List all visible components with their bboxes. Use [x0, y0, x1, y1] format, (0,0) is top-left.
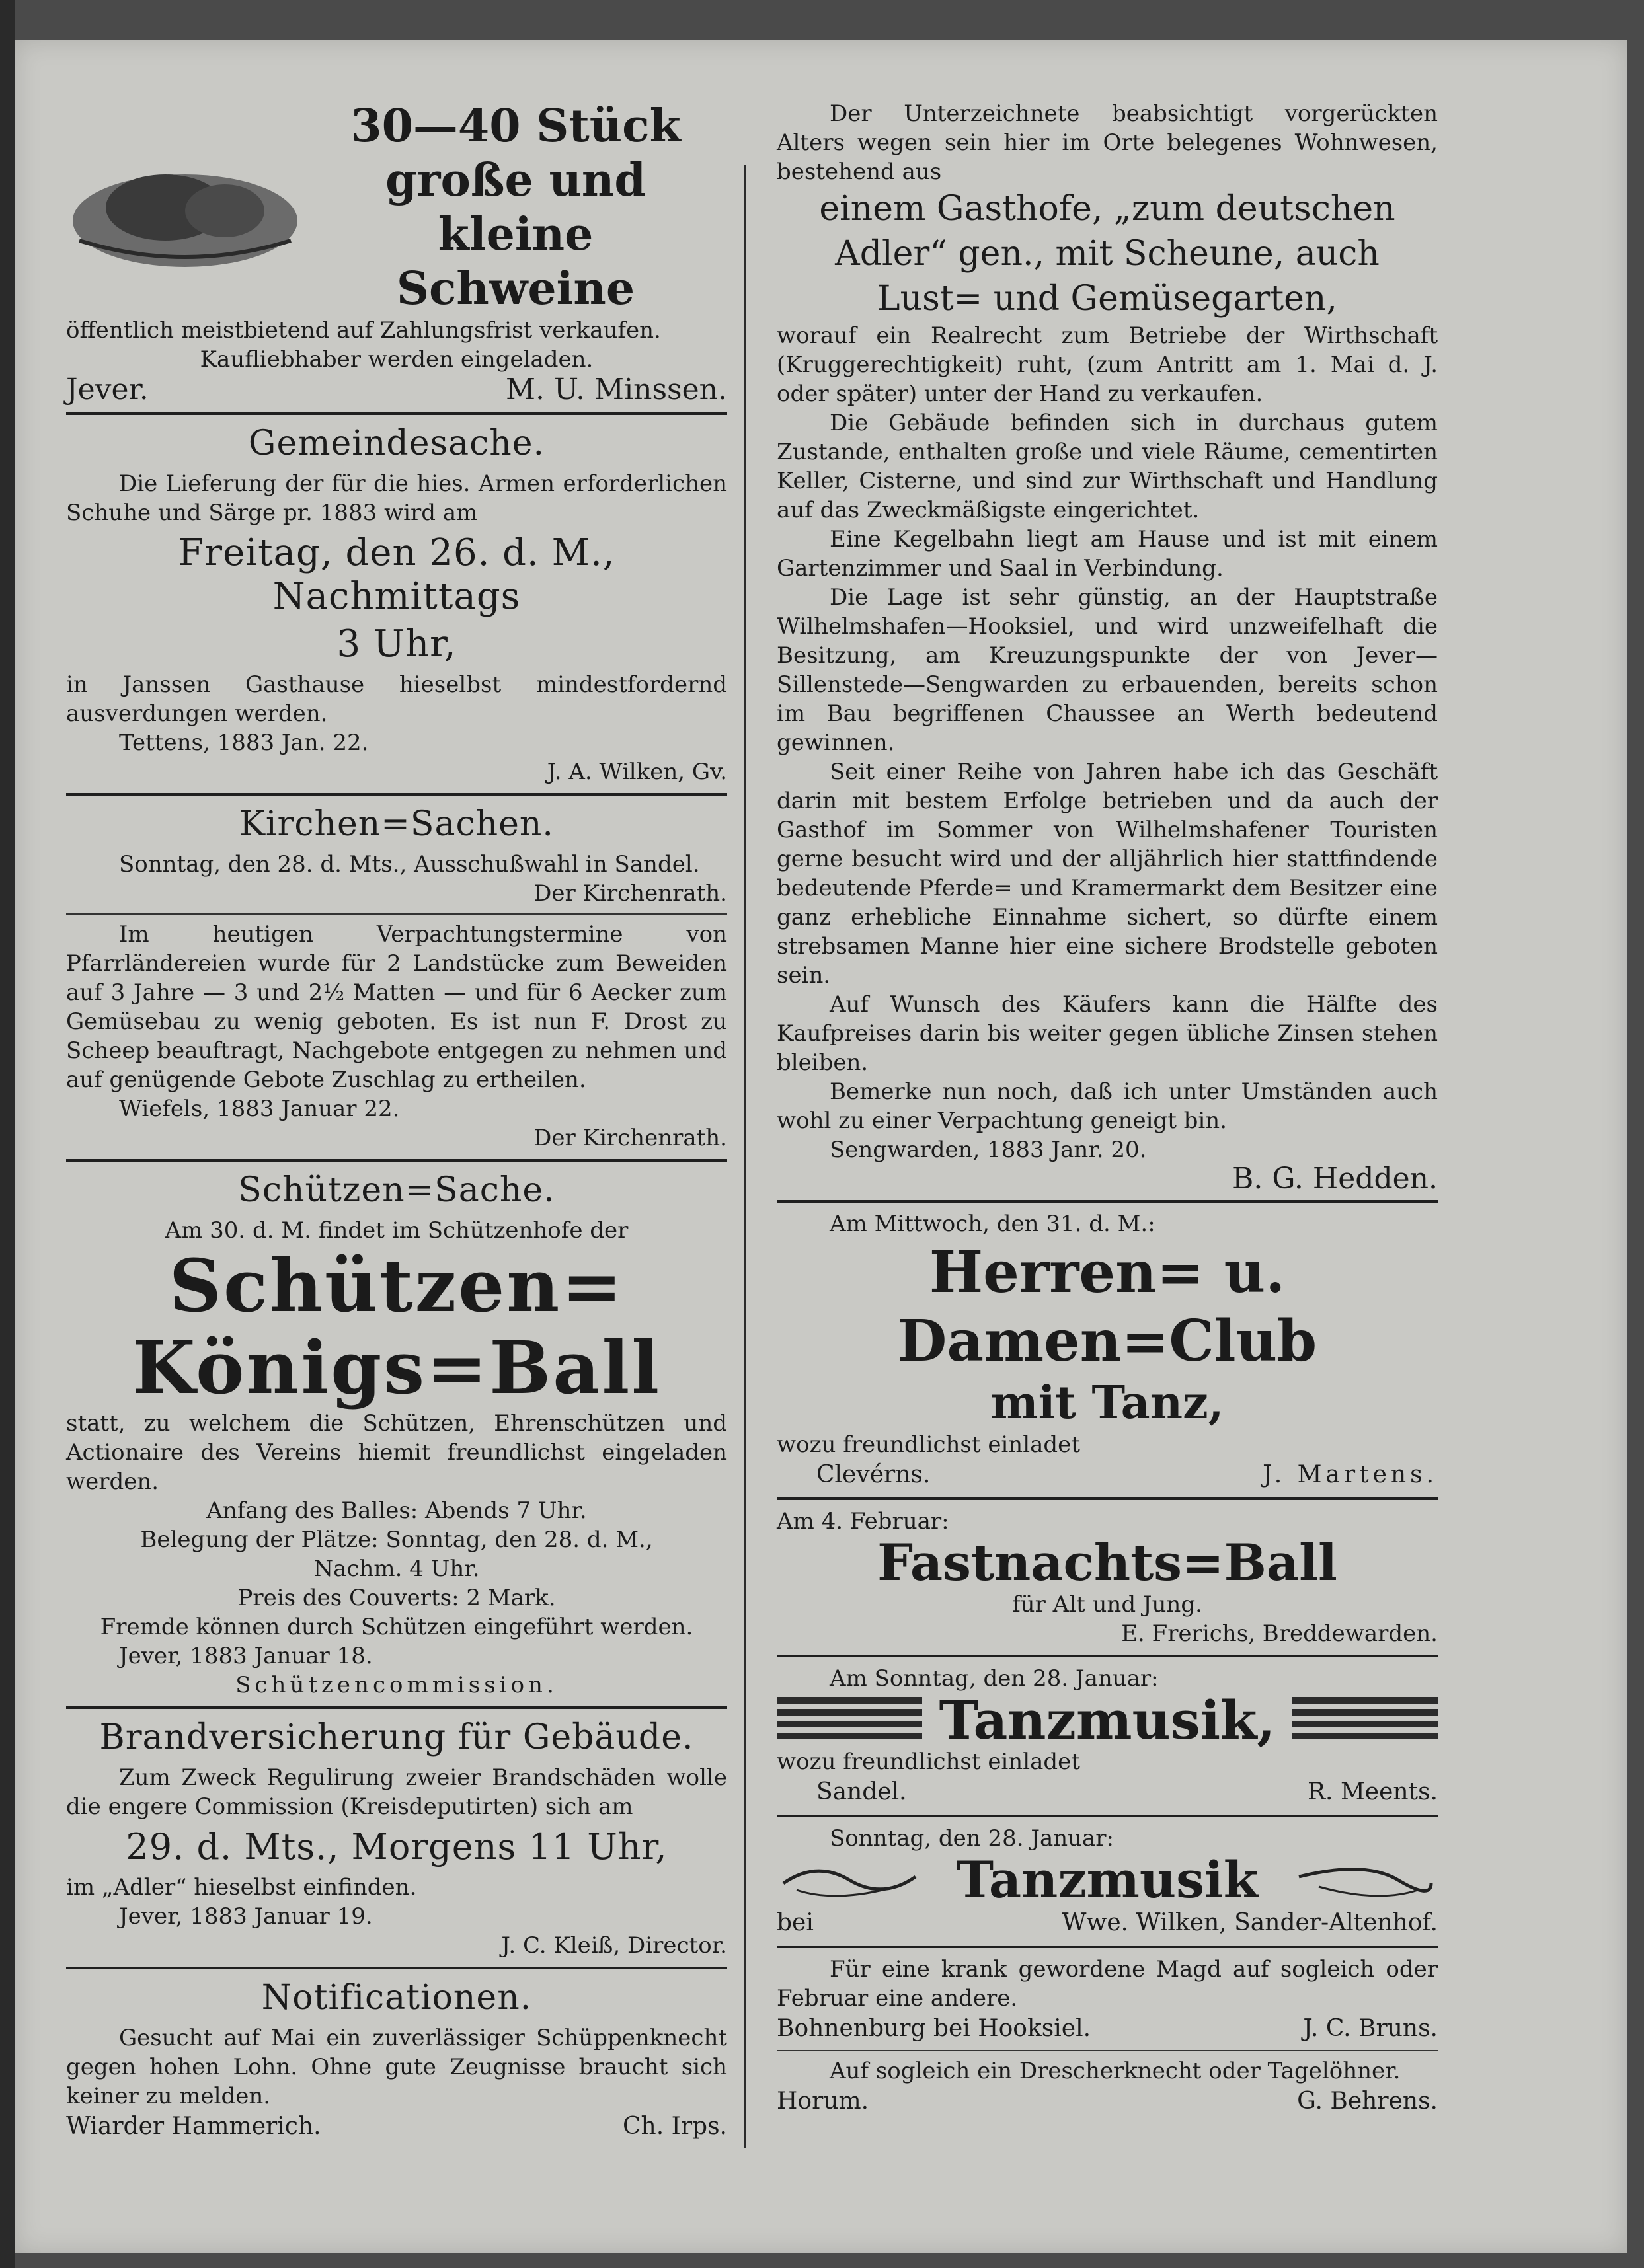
schuetzen-sign: Schützencommission.	[235, 1672, 558, 1698]
schuetzen-place: Jever, 1883 Januar 18.	[119, 1643, 373, 1669]
kirche-sign: Der Kirchenrath.	[533, 880, 727, 907]
rule	[777, 1200, 1438, 1203]
ad-tanz1	[777, 1664, 1438, 1808]
right-column	[777, 99, 1438, 2117]
schuetzen-l4: Preis des Couverts: 2 Mark.	[237, 1585, 556, 1611]
gasthof-place: Sengwarden, 1883 Janr. 20.	[830, 1137, 1147, 1163]
club-place: Clevérns.	[816, 1461, 931, 1488]
ad-pacht	[66, 920, 727, 1153]
knecht-sign: G. Behrens.	[1297, 2088, 1438, 2115]
brand-body2: im „Adler“ hieselbst einfinden.	[66, 1874, 417, 1901]
notif-title: Notificationen.	[261, 1978, 532, 2018]
pigs-place: Jever.	[66, 373, 149, 406]
gasthof-p4: Die Lage ist sehr günstig, an der Hauptstraße Wilhelmshafen—Hooksiel, und wird unzweifelhaft die Besitzung, am Kreuzungspunkte der von Jever—Sillenstede—Sengwarden zu erbauenden, bereits schon im Bau begriffenen Chaussee an Werth bedeutend gewinnen.	[777, 584, 1438, 756]
ad-club	[777, 1209, 1438, 1491]
gemeinde-body: Die Lieferung der für die hies. Armen erforderlichen Schuhe und Särge pr. 1883 wird am	[66, 471, 727, 526]
gasthof-big: einem Gasthofe, „zum deutschen Adler“ gen., mit Scheune, auch Lust= und Gemüsegarten,	[819, 189, 1395, 319]
brand-place: Jever, 1883 Januar 19.	[119, 1903, 373, 1930]
gasthof-p7: Bemerke nun noch, daß ich unter Umständen auch wohl zu einer Verpachtung geneigt bin.	[777, 1078, 1438, 1134]
stripes-ornament	[1292, 1697, 1438, 1743]
tanz1-big: Tanzmusik,	[939, 1689, 1276, 1751]
ad-tanz2	[777, 1824, 1438, 1939]
page-edge	[0, 0, 15, 2268]
brand-sign: J. C. Kleiß, Director.	[501, 1932, 727, 1959]
gasthof-p1: worauf ein Realrecht zum Betriebe der Wirthschaft (Kruggerechtigkeit) ruht, (zum Antritt am 1. Mai d. J. oder später) unter der Hand zu verkaufen.	[777, 322, 1438, 407]
rule	[777, 1946, 1438, 1948]
magd-place: Bohnenburg bei Hooksiel.	[777, 2015, 1091, 2042]
rule	[777, 2050, 1438, 2051]
gemeinde-title: Gemeindesache.	[248, 424, 545, 463]
schuetzen-l5: Fremde können durch Schützen eingeführt werden.	[100, 1614, 693, 1640]
tanz2-sign: Wwe. Wilken, Sander-Altenhof.	[1062, 1909, 1438, 1936]
kirche-title: Kirchen=Sachen.	[239, 804, 554, 844]
tanz1-intro: Am Sonntag, den 28. Januar:	[830, 1665, 1159, 1692]
schuetzen-l1: Anfang des Balles: Abends 7 Uhr.	[206, 1497, 587, 1524]
gemeinde-place: Tettens, 1883 Jan. 22.	[119, 730, 369, 756]
ad-schuetzen	[66, 1168, 727, 1700]
schuetzen-big2: Königs=Ball	[132, 1325, 662, 1410]
fastnacht-sub: für Alt und Jung.	[1012, 1591, 1202, 1618]
gasthof-sign: B. G. Hedden.	[1232, 1162, 1438, 1195]
club-body: wozu freundlichst einladet	[777, 1431, 1080, 1458]
gemeinde-date2: 3 Uhr,	[336, 623, 457, 665]
knecht-place: Horum.	[777, 2088, 869, 2115]
brand-title: Brandversicherung für Gebäude.	[99, 1718, 694, 1757]
schuetzen-intro: Am 30. d. M. findet im Schützenhofe der	[165, 1217, 629, 1244]
kirche-body: Sonntag, den 28. d. Mts., Ausschußwahl in Sandel.	[119, 851, 700, 878]
column-divider	[744, 165, 746, 2148]
rule	[66, 1967, 727, 1969]
notif-sign: Ch. Irps.	[622, 2113, 727, 2140]
ad-fastnacht	[777, 1507, 1438, 1648]
ad-kirche	[66, 802, 727, 908]
ad-gasthof	[777, 99, 1438, 1193]
fastnacht-intro: Am 4. Februar:	[777, 1508, 949, 1534]
knecht-body: Auf sogleich ein Drescherknecht oder Tagelöhner.	[830, 2058, 1401, 2084]
gemeinde-date1: Freitag, den 26. d. M., Nachmittags	[178, 531, 615, 618]
rule	[777, 1497, 1438, 1500]
gemeinde-body2: in Janssen Gasthause hieselbst mindestfordernd ausverdungen werden.	[66, 671, 727, 727]
left-column	[66, 99, 727, 2142]
schuetzen-big1: Schützen=	[169, 1243, 625, 1328]
rule	[777, 1655, 1438, 1657]
club-sign: J. Martens.	[1263, 1461, 1438, 1488]
pigs-body: öffentlich meistbietend auf Zahlungsfrist verkaufen.	[66, 317, 661, 344]
tanz2-pre: bei	[777, 1909, 814, 1936]
club-big2: mit Tanz,	[990, 1377, 1224, 1429]
stripes-ornament	[777, 1697, 922, 1743]
ad-brand	[66, 1716, 727, 1960]
gasthof-intro: Der Unterzeichnete beabsichtigt vorgerückten Alters wegen sein hier im Orte belegenes Wohnwesen, bestehend aus	[777, 100, 1438, 185]
flourish-ornament	[1292, 1857, 1438, 1903]
pacht-place: Wiefels, 1883 Januar 22.	[119, 1096, 400, 1122]
flourish-ornament	[777, 1857, 922, 1903]
schuetzen-title: Schützen=Sache.	[238, 1170, 555, 1210]
ad-knecht	[777, 2057, 1438, 2117]
pigs-line3: Schweine	[396, 262, 635, 315]
schuetzen-body: statt, zu welchem die Schützen, Ehrenschützen und Actionaire des Vereins hiemit freundlichst eingeladen werden.	[66, 1410, 727, 1495]
club-big: Herren= u. Damen=Club	[897, 1239, 1317, 1375]
fastnacht-big: Fastnachts=Ball	[877, 1533, 1337, 1592]
ad-gemeinde	[66, 422, 727, 786]
club-intro: Am Mittwoch, den 31. d. M.:	[830, 1211, 1155, 1237]
gasthof-p2: Die Gebäude befinden sich in durchaus gutem Zustande, enthalten große und viele Räume, cementirten Keller, Cisterne, und sind zur Wirthschaft und Handlung auf das Zweckmäßigste eingerichtet.	[777, 410, 1438, 523]
rule	[66, 412, 727, 415]
pigs-body2: Kaufliebhaber werden eingeladen.	[200, 346, 594, 373]
tanz1-sign: R. Meents.	[1307, 1778, 1438, 1805]
notif-place: Wiarder Hammerich.	[66, 2113, 321, 2140]
fastnacht-sign: E. Frerichs, Breddewarden.	[1121, 1620, 1438, 1647]
pacht-body: Im heutigen Verpachtungstermine von Pfarrländereien wurde für 2 Landstücke zum Beweiden auf 3 Jahre — 3 und 2½ Matten — und für 6 Aecker zum Gemüsebau zu wenig geboten. Es ist nun F. Drost zu Scheep beauftragt, Nachgebote entgegen zu nehmen und auf genügende Gebote Zuschlag zu ertheilen.	[66, 921, 727, 1093]
schuetzen-l2: Belegung der Plätze: Sonntag, den 28. d. M.,	[140, 1527, 653, 1553]
pacht-sign: Der Kirchenrath.	[533, 1125, 727, 1151]
rule	[66, 913, 727, 915]
pigs-line1: 30—40 Stück	[350, 100, 681, 153]
pigs-sign: M. U. Minssen.	[505, 373, 727, 406]
gasthof-p5: Seit einer Reihe von Jahren habe ich das Geschäft darin mit bestem Erfolge betrieben und da auch der Gasthof im Sommer von Wilhelmshafener Touristen gerne besucht wird und der alljährlich hier stattfindende bedeutende Pferde= und Kramermarkt dem Besitzer eine ganz erhebliche Einnahme sichert, so dürfte einem strebsamen Manne hier eine sichere Brodstelle geboten sein.	[777, 759, 1438, 989]
ad-pigs	[66, 99, 727, 406]
pig-illustration	[66, 135, 304, 280]
magd-sign: J. C. Bruns.	[1303, 2015, 1438, 2042]
brand-date: 29. d. Mts., Morgens 11 Uhr,	[126, 1826, 668, 1868]
ad-notif	[66, 1976, 727, 2142]
ad-magd	[777, 1955, 1438, 2045]
pigs-line2: große und kleine	[385, 154, 646, 261]
notif-body: Gesucht auf Mai ein zuverlässiger Schüppenknecht gegen hohen Lohn. Ohne gute Zeugnisse braucht sich keiner zu melden.	[66, 2025, 727, 2109]
rule	[777, 1815, 1438, 1817]
gemeinde-sign: J. A. Wilken, Gv.	[547, 759, 727, 785]
tanz1-place: Sandel.	[816, 1778, 907, 1805]
tanz2-big: Tanzmusik	[956, 1850, 1259, 1909]
gasthof-p6: Auf Wunsch des Käufers kann die Hälfte des Kaufpreises darin bis weiter gegen übliche Zinsen stehen bleiben.	[777, 991, 1438, 1076]
tanz1-body: wozu freundlichst einladet	[777, 1749, 1080, 1775]
rule	[66, 793, 727, 796]
tanz2-intro: Sonntag, den 28. Januar:	[830, 1825, 1115, 1852]
rule	[66, 1159, 727, 1162]
magd-body: Für eine krank gewordene Magd auf sogleich oder Februar eine andere.	[777, 1956, 1438, 2012]
brand-body: Zum Zweck Regulirung zweier Brandschäden wolle die engere Commission (Kreisdeputirten) sich am	[66, 1764, 727, 1820]
rule	[66, 1706, 727, 1709]
gasthof-p3: Eine Kegelbahn liegt am Hause und ist mit einem Gartenzimmer und Saal in Verbindung.	[777, 526, 1438, 582]
schuetzen-l3: Nachm. 4 Uhr.	[313, 1556, 480, 1582]
